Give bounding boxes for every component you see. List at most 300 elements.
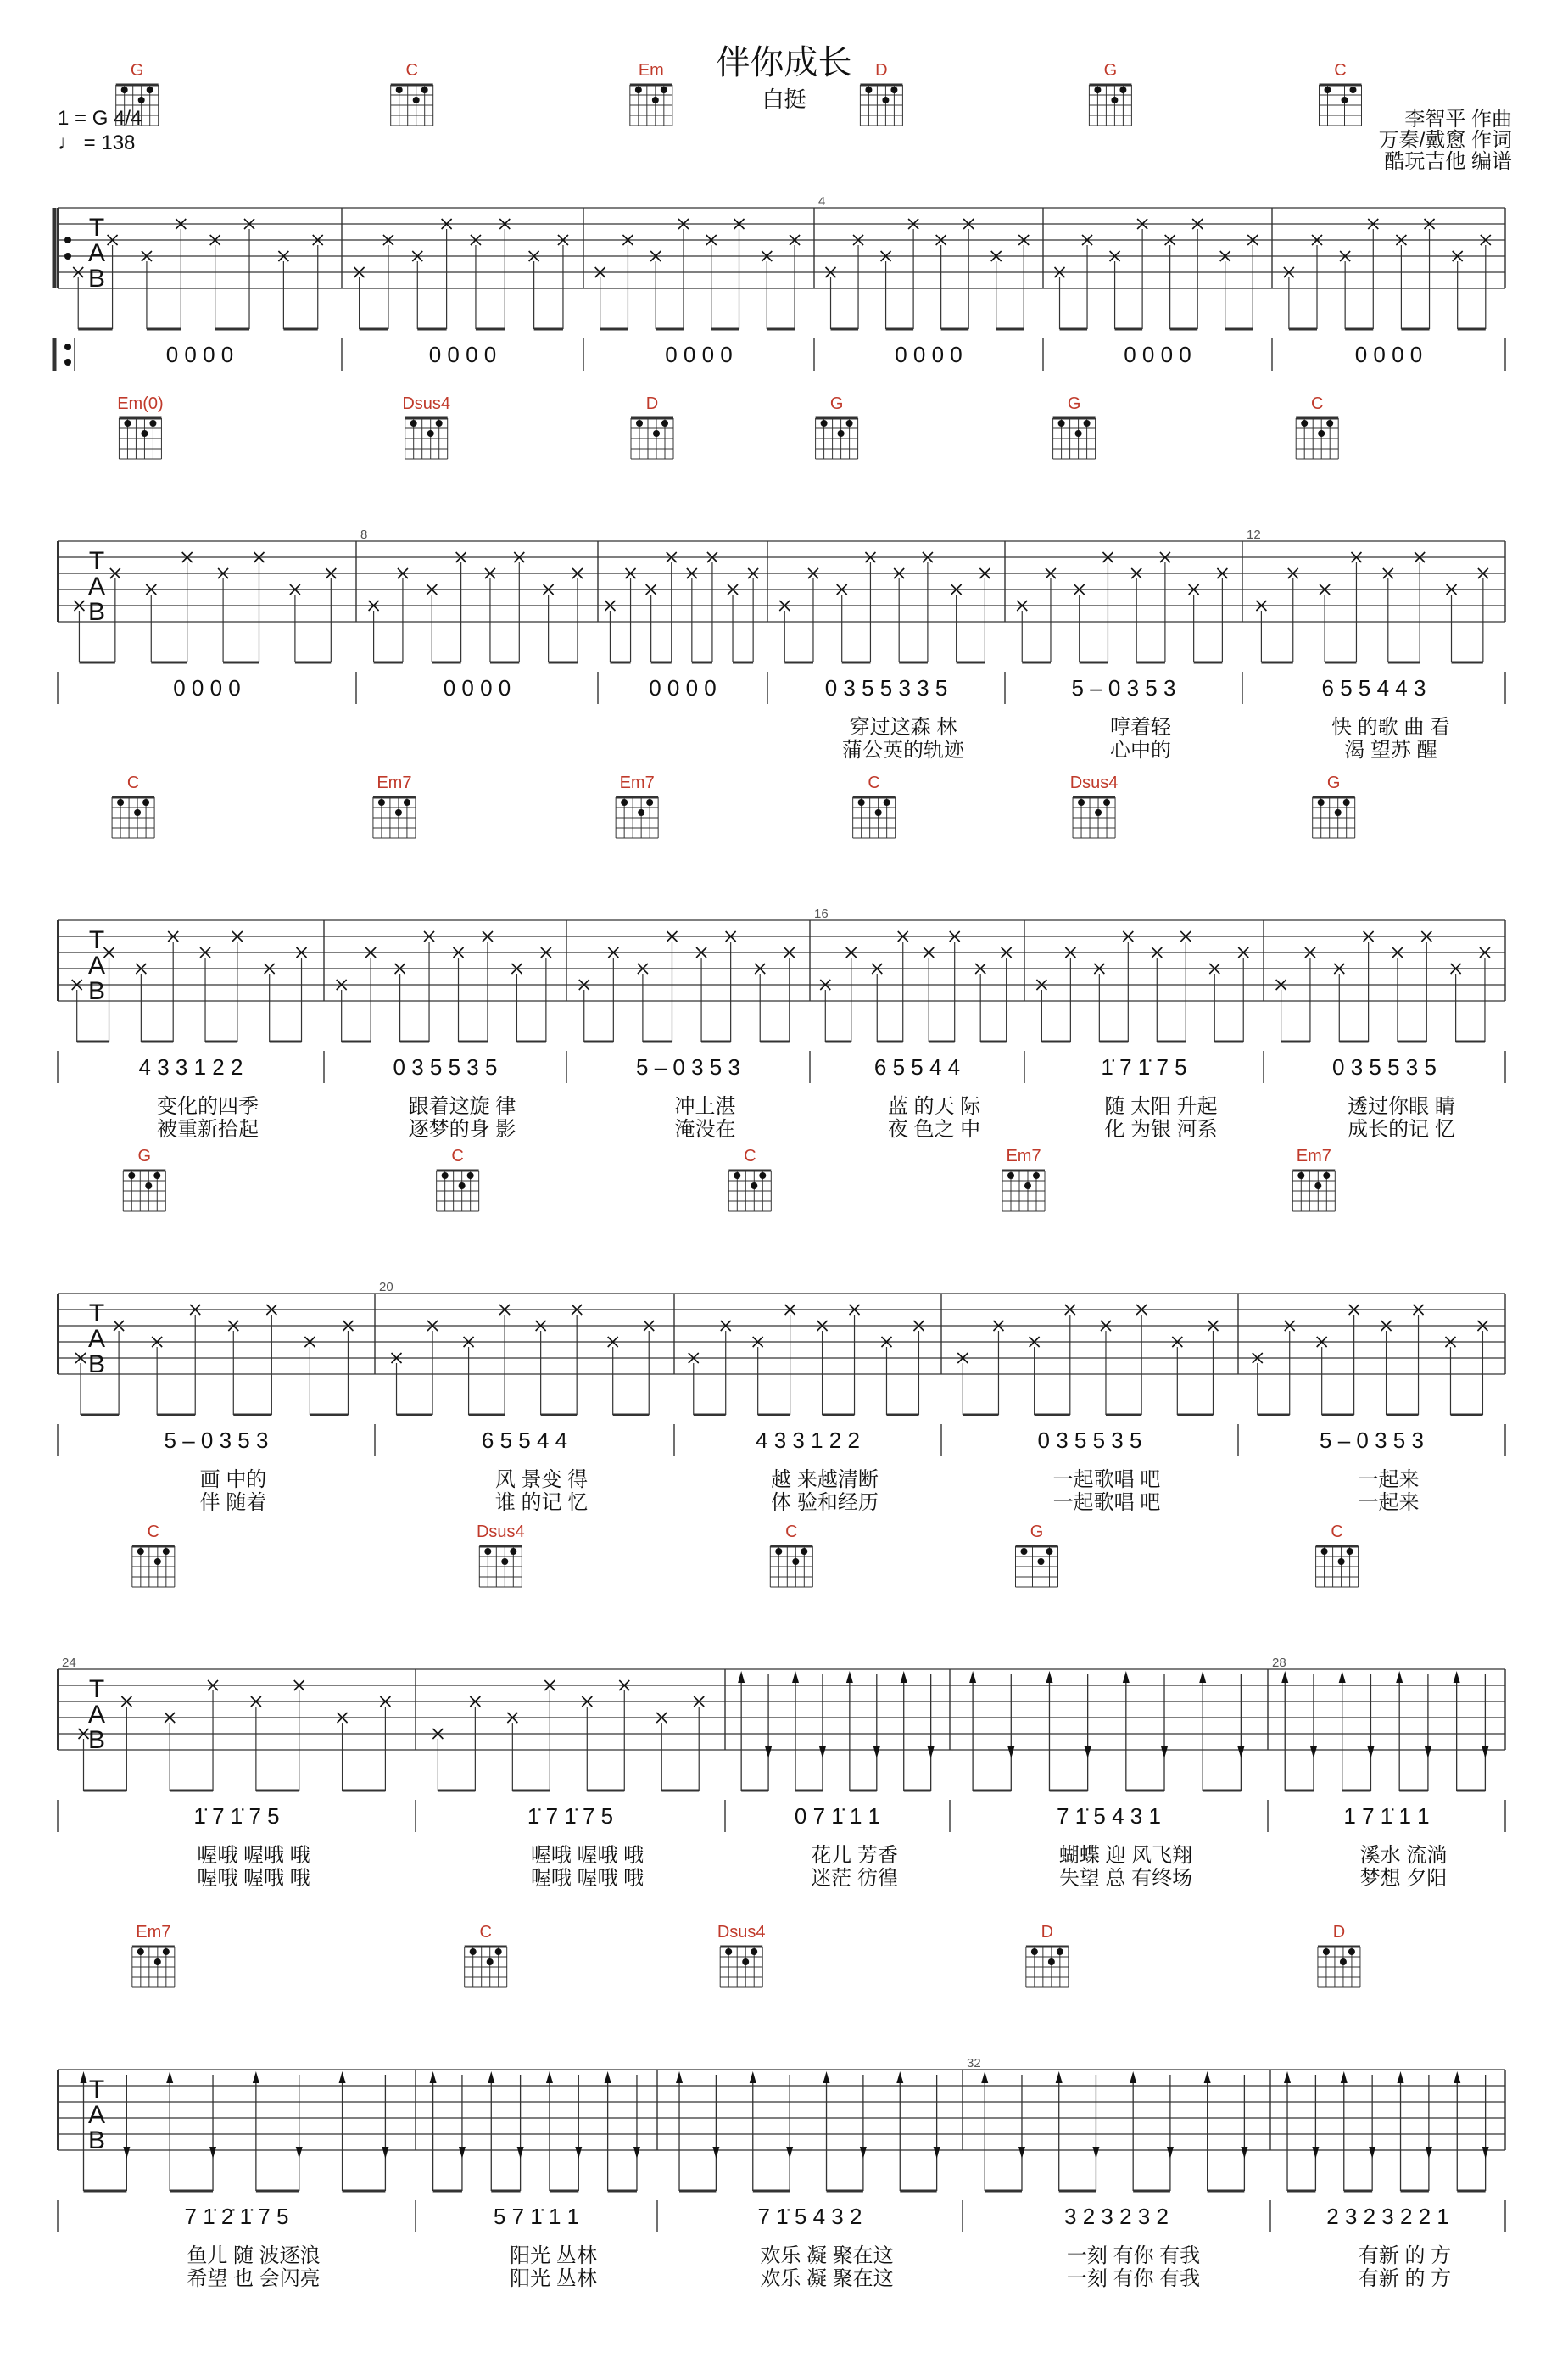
finger-dot (875, 809, 882, 816)
strum-up-arrow (1454, 2071, 1460, 2083)
tab-clef-letter: A (87, 1701, 106, 1729)
strum-up-arrow (1056, 2071, 1063, 2083)
finger-dot (404, 799, 410, 806)
finger-dot (882, 97, 889, 103)
finger-dot (1057, 1948, 1063, 1955)
chord-diagram (405, 418, 448, 459)
lyric-verse-2: 夜 色之 中 (887, 1118, 981, 1141)
finger-dot (742, 1958, 749, 1965)
finger-dot (421, 87, 428, 93)
numbered-notation: 6 5 5 4 4 (873, 1054, 961, 1080)
repeat-dot (64, 359, 71, 366)
chord-diagram (1320, 85, 1362, 126)
strum-up-arrow (1339, 1671, 1346, 1683)
finger-dot (395, 809, 402, 816)
finger-dot (128, 1172, 135, 1179)
chord-diagram (116, 85, 159, 126)
finger-dot (1340, 1958, 1347, 1965)
numbered-notation: 0 3 5 5 3 5 (1332, 1054, 1437, 1080)
chord-diagram (391, 85, 433, 126)
finger-dot (759, 1172, 766, 1179)
strum-down-arrow (786, 2147, 793, 2159)
chord-name: G (130, 61, 144, 80)
chord-name: Em7 (136, 1923, 171, 1942)
finger-dot (413, 97, 420, 103)
finger-dot (124, 420, 131, 427)
lyric-verse-2: 体 验和经历 (771, 1491, 879, 1514)
chord-name: C (451, 1147, 464, 1165)
chord-name: G (137, 1147, 152, 1165)
strum-up-arrow (1398, 2071, 1404, 2083)
finger-dot (154, 1558, 161, 1565)
strum-up-arrow (253, 2071, 259, 2083)
finger-dot (396, 87, 403, 93)
lyric-verse-2: 喔哦 喔哦 哦 (197, 1867, 310, 1890)
numbered-notation: 0 0 0 0 (443, 675, 511, 701)
chord-name: Em7 (1006, 1147, 1041, 1165)
finger-dot (1342, 97, 1348, 103)
numbered-notation: 5 – 0 3 5 3 (1071, 675, 1176, 701)
strum-down-arrow (633, 2147, 640, 2159)
numbered-notation: 1̇ 7 1̇ 7 5 (193, 1803, 280, 1829)
finger-dot (410, 420, 417, 427)
finger-dot (134, 809, 141, 816)
finger-dot (137, 1948, 144, 1955)
chord-diagram (728, 1171, 771, 1211)
repeat-dot (64, 237, 71, 243)
tab-clef-letter: A (87, 2101, 106, 2129)
lyric-verse-1: 风 景变 得 (494, 1468, 589, 1491)
strum-down-arrow (296, 2147, 303, 2159)
strum-up-arrow (430, 2071, 437, 2083)
lyric-verse-2: 蒲公英的轨迹 (842, 739, 964, 762)
strum-up-arrow (1123, 1671, 1130, 1683)
lyric-verse-2: 成长的记 忆 (1348, 1118, 1455, 1141)
lyric-verse-1: 快 的歌 曲 看 (1331, 716, 1451, 739)
chord-name: C (126, 774, 140, 792)
finger-dot (1046, 1548, 1053, 1555)
numbered-notation: 0 0 0 0 (1354, 342, 1423, 367)
strum-down-arrow (1241, 2147, 1247, 2159)
tab-clef-letter: T (88, 547, 105, 575)
chord-name: Em7 (377, 774, 412, 792)
strum-up-arrow (1204, 2071, 1211, 2083)
lyric-verse-2: 渴 望苏 醒 (1344, 739, 1437, 762)
strum-down-arrow (819, 1746, 826, 1758)
tab-clef-letter: T (88, 214, 105, 242)
numbered-notation: 1̇ 7 1̇ 7 5 (527, 1803, 614, 1829)
chord-diagram (720, 1947, 762, 1987)
numbered-notation: 7 1̇ 2̇ 1̇ 7 5 (184, 2204, 289, 2229)
chord-diagram (853, 797, 896, 838)
finger-dot (1024, 1182, 1031, 1189)
tempo-marking: ♩ = 138 (58, 131, 136, 154)
chord-name: C (479, 1923, 492, 1942)
chord-name: Dsus4 (402, 394, 451, 413)
finger-dot (884, 799, 890, 806)
chord-name: Dsus4 (717, 1923, 766, 1942)
finger-dot (1021, 1548, 1028, 1555)
numbered-notation: 6 5 5 4 4 3 (1321, 675, 1426, 701)
chord-name: G (1103, 61, 1118, 80)
finger-dot (1103, 799, 1110, 806)
strum-down-arrow (1018, 2147, 1025, 2159)
measure-number: 20 (379, 1280, 393, 1294)
lyric-verse-1: 阳光 丛林 (510, 2244, 597, 2267)
lyric-verse-2: 一刻 有你 有我 (1066, 2267, 1201, 2290)
finger-dot (459, 1182, 466, 1189)
finger-dot (121, 87, 128, 93)
lyric-verse-2: 迷茫 彷徨 (811, 1867, 898, 1890)
tab-clef-letter: A (87, 573, 106, 601)
strum-down-arrow (1007, 1746, 1014, 1758)
finger-dot (1038, 1558, 1045, 1565)
numbered-notation: 0 0 0 0 (165, 342, 234, 367)
finger-dot (467, 1172, 474, 1179)
numbered-notation: 0 0 0 0 (173, 675, 241, 701)
strum-down-arrow (1167, 2147, 1174, 2159)
chord-diagram (465, 1947, 507, 1987)
lyric-verse-1: 画 中的 (199, 1468, 267, 1491)
lyric-verse-1: 变化的四季 (157, 1095, 259, 1118)
finger-dot (142, 799, 149, 806)
chord-name: C (1331, 1523, 1343, 1541)
strum-up-arrow (823, 2071, 830, 2083)
chord-name: C (147, 1523, 160, 1541)
chord-name: D (875, 61, 888, 80)
strum-up-arrow (1281, 1671, 1288, 1683)
chord-diagram (1318, 1947, 1360, 1987)
artist-name: 白挺 (762, 87, 806, 112)
numbered-notation: 0 0 0 0 (1124, 342, 1191, 367)
chord-name: Em(0) (117, 394, 164, 413)
finger-dot (1335, 809, 1342, 816)
finger-dot (1338, 1558, 1345, 1565)
strum-down-arrow (1085, 1746, 1091, 1758)
strum-up-arrow (750, 2071, 756, 2083)
finger-dot (1318, 430, 1325, 437)
finger-dot (153, 1172, 160, 1179)
finger-dot (141, 430, 148, 437)
lyric-verse-2: 一起来 (1358, 1491, 1420, 1514)
chord-name: G (1067, 394, 1081, 413)
numbered-notation: 0 0 0 0 (428, 342, 497, 367)
arranger-credit: 酷玩吉他 编谱 (1384, 150, 1512, 173)
lyric-verse-1: 喔哦 喔哦 哦 (197, 1844, 310, 1867)
finger-dot (653, 430, 660, 437)
measure-number: 8 (360, 528, 368, 542)
lyric-verse-1: 蓝 的天 际 (887, 1095, 981, 1118)
tab-clef-letter: A (87, 239, 106, 267)
lyric-verse-2: 谁 的记 忆 (494, 1491, 589, 1514)
measure-number: 12 (1247, 528, 1261, 542)
strum-up-arrow (1199, 1671, 1206, 1683)
chord-name: Em7 (619, 774, 655, 792)
lyric-verse-1: 一起来 (1358, 1468, 1420, 1491)
chord-diagram (1002, 1171, 1045, 1211)
strum-down-arrow (517, 2147, 524, 2159)
finger-dot (1048, 1958, 1055, 1965)
chord-diagram (119, 418, 161, 459)
lyric-verse-2: 喔哦 喔哦 哦 (530, 1867, 644, 1890)
finger-dot (1095, 809, 1102, 816)
strum-up-arrow (339, 2071, 346, 2083)
lyric-verse-2: 一起歌唱 吧 (1052, 1491, 1161, 1514)
strum-up-arrow (981, 2071, 988, 2083)
finger-dot (1078, 799, 1085, 806)
lyric-verse-2: 心中的 (1110, 739, 1171, 762)
lyric-verse-2: 伴 随着 (199, 1491, 267, 1514)
strum-down-arrow (575, 2147, 582, 2159)
numbered-notation: 0 0 0 0 (895, 342, 963, 367)
lyric-verse-1: 溪水 流淌 (1359, 1844, 1448, 1867)
finger-dot (751, 1182, 757, 1189)
lyricist-credit: 万秦/戴窻 作词 (1378, 129, 1512, 152)
finger-dot (1323, 1172, 1330, 1179)
numbered-notation: 6 5 5 4 4 (481, 1428, 568, 1453)
finger-dot (137, 1548, 144, 1555)
tab-clef-letter: B (87, 265, 106, 293)
chord-name: Dsus4 (1069, 774, 1119, 792)
numbered-notation: 4 3 3 1 2 2 (756, 1428, 860, 1453)
lyric-verse-1: 鱼儿 随 波逐浪 (187, 2244, 321, 2267)
strum-up-arrow (792, 1671, 799, 1683)
finger-dot (846, 420, 853, 427)
lyric-verse-1: 有新 的 方 (1358, 2244, 1452, 2267)
chord-name: D (1332, 1923, 1346, 1942)
strum-down-arrow (1161, 1746, 1168, 1758)
finger-dot (865, 87, 872, 93)
finger-dot (163, 1948, 170, 1955)
finger-dot (1318, 799, 1325, 806)
lyric-verse-1: 越 来越清断 (771, 1468, 879, 1491)
staff-system-4 (58, 1147, 1505, 1514)
finger-dot (751, 1948, 757, 1955)
finger-dot (147, 87, 153, 93)
strum-up-arrow (846, 1671, 853, 1683)
strum-down-arrow (1310, 1746, 1317, 1758)
lyric-verse-1: 喔哦 喔哦 哦 (530, 1844, 644, 1867)
lyric-verse-1: 随 太阳 升起 (1104, 1095, 1218, 1118)
strum-up-arrow (738, 1671, 745, 1683)
finger-dot (154, 1958, 161, 1965)
numbered-notation: 5 – 0 3 5 3 (1320, 1428, 1424, 1453)
chord-name: C (1310, 394, 1324, 413)
finger-dot (621, 799, 628, 806)
lyric-verse-2: 阳光 丛林 (510, 2267, 597, 2290)
finger-dot (495, 1948, 502, 1955)
chord-name: C (785, 1523, 798, 1541)
staff-system-2 (58, 394, 1505, 762)
chord-diagram (1089, 85, 1131, 126)
chord-name: C (405, 61, 418, 80)
lyric-verse-2: 有新 的 方 (1358, 2267, 1452, 2290)
chord-diagram (132, 1546, 175, 1587)
finger-dot (1031, 1948, 1038, 1955)
strum-up-arrow (1454, 1671, 1460, 1683)
finger-dot (117, 799, 124, 806)
chord-diagram (770, 1546, 812, 1587)
finger-dot (635, 87, 642, 93)
tab-clef-letter: T (88, 1299, 105, 1327)
tab-clef-letter: B (87, 2126, 106, 2154)
chord-diagram (437, 1171, 479, 1211)
tab-clef-letter: A (87, 952, 106, 980)
strum-down-arrow (382, 2147, 388, 2159)
strum-down-arrow (1367, 1746, 1374, 1758)
finger-dot (1007, 1172, 1014, 1179)
lyric-verse-1: 冲上湛 (674, 1095, 736, 1118)
lyric-verse-1: 一刻 有你 有我 (1066, 2244, 1201, 2267)
strum-down-arrow (209, 2147, 216, 2159)
numbered-notation: 0 3 5 5 3 5 (1037, 1428, 1142, 1453)
staff-system-5 (58, 1523, 1505, 1890)
numbered-notation: 3 2 3 2 3 2 (1064, 2204, 1169, 2229)
chord-diagram (112, 797, 154, 838)
tab-clef-letter: T (88, 926, 105, 954)
repeat-dot (64, 253, 71, 260)
numbered-notation: 0 0 0 0 (649, 675, 717, 701)
strum-up-arrow (969, 1671, 976, 1683)
tab-clef-letter: B (87, 1350, 106, 1378)
chord-diagram (123, 1171, 165, 1211)
finger-dot (1033, 1172, 1040, 1179)
chord-diagram (816, 418, 858, 459)
staff-system-1 (54, 61, 1505, 371)
chord-diagram (1296, 418, 1338, 459)
strum-up-arrow (166, 2071, 173, 2083)
finger-dot (163, 1548, 170, 1555)
chord-name: C (1334, 61, 1347, 80)
tab-clef-letter: B (87, 977, 106, 1005)
chord-name: C (868, 774, 880, 792)
strum-up-arrow (901, 1671, 907, 1683)
composer-credit: 李智平 作曲 (1404, 108, 1512, 131)
strum-down-arrow (873, 1746, 880, 1758)
finger-dot (838, 430, 845, 437)
finger-dot (1323, 1948, 1330, 1955)
chord-name: Em (638, 61, 664, 80)
strum-down-arrow (123, 2147, 130, 2159)
strum-down-arrow (1369, 2147, 1375, 2159)
lyric-verse-1: 花儿 芳香 (811, 1844, 898, 1867)
finger-dot (138, 97, 145, 103)
finger-dot (775, 1548, 782, 1555)
tab-clef-letter: T (88, 2076, 105, 2104)
chord-name: D (645, 394, 659, 413)
lyric-verse-2: 失望 总 有终场 (1058, 1867, 1193, 1890)
lyric-verse-1: 透过你眼 睛 (1348, 1095, 1455, 1118)
finger-dot (638, 809, 644, 816)
strum-up-arrow (1130, 2071, 1136, 2083)
numbered-notation: 5 – 0 3 5 3 (636, 1054, 740, 1080)
chord-diagram (1292, 1171, 1335, 1211)
strum-down-arrow (712, 2147, 719, 2159)
measure-number: 24 (62, 1656, 76, 1670)
finger-dot (792, 1558, 799, 1565)
finger-dot (801, 1548, 807, 1555)
strum-down-arrow (1482, 1746, 1488, 1758)
finger-dot (858, 799, 865, 806)
numbered-notation: 4 3 3 1 2 2 (138, 1054, 243, 1080)
strum-up-arrow (896, 2071, 903, 2083)
strum-down-arrow (1482, 2147, 1489, 2159)
numbered-notation: 0 7 1̇ 1 1 (794, 1803, 881, 1829)
strum-up-arrow (1341, 2071, 1348, 2083)
staff-system-6 (58, 1923, 1505, 2290)
chord-diagram (616, 797, 658, 838)
finger-dot (821, 420, 828, 427)
chord-diagram (373, 797, 416, 838)
finger-dot (1301, 420, 1308, 427)
chord-diagram (1053, 418, 1096, 459)
measure-number: 4 (818, 194, 826, 209)
tab-clef-letter: B (87, 1726, 106, 1754)
numbered-notation: 0 3 5 5 3 5 (393, 1054, 498, 1080)
chord-diagram (1026, 1947, 1069, 1987)
finger-dot (1326, 420, 1333, 427)
finger-dot (145, 1182, 152, 1189)
finger-dot (1058, 420, 1065, 427)
numbered-notation: 7 1̇ 5 4 3 2 (757, 2204, 862, 2229)
strum-down-arrow (765, 1746, 772, 1758)
finger-dot (1347, 1548, 1353, 1555)
finger-dot (1321, 1548, 1328, 1555)
tab-clef-letter: A (87, 1325, 106, 1353)
strum-up-arrow (605, 2071, 611, 2083)
finger-dot (1075, 430, 1082, 437)
chord-diagram (860, 85, 902, 126)
chord-name: G (1030, 1523, 1044, 1541)
finger-dot (661, 87, 667, 93)
chord-diagram (631, 418, 673, 459)
strum-down-arrow (1312, 2147, 1319, 2159)
finger-dot (378, 799, 385, 806)
chord-diagram (1313, 797, 1355, 838)
numbered-notation: 1̇ 7 1̇ 7 5 (1101, 1054, 1187, 1080)
strum-up-arrow (676, 2071, 683, 2083)
finger-dot (484, 1548, 491, 1555)
finger-dot (1325, 87, 1331, 93)
strum-up-arrow (1396, 1671, 1403, 1683)
finger-dot (1119, 87, 1126, 93)
chord-name: C (744, 1147, 756, 1165)
key-signature: 1 = G 4/4 (58, 107, 142, 130)
repeat-dot (64, 344, 71, 350)
lyric-verse-1: 跟着这旋 律 (408, 1095, 516, 1118)
chord-diagram (1073, 797, 1115, 838)
chord-diagram (1016, 1546, 1058, 1587)
finger-dot (427, 430, 434, 437)
finger-dot (734, 1172, 740, 1179)
finger-dot (1094, 87, 1101, 93)
lyric-verse-2: 逐梦的身 影 (408, 1118, 516, 1141)
strum-up-arrow (488, 2071, 494, 2083)
finger-dot (636, 420, 643, 427)
lyric-verse-2: 希望 也 会闪亮 (187, 2267, 321, 2290)
finger-dot (501, 1558, 508, 1565)
strum-up-arrow (546, 2071, 553, 2083)
finger-dot (1297, 1172, 1304, 1179)
finger-dot (890, 87, 897, 93)
lyric-verse-2: 欢乐 凝 聚在这 (760, 2267, 894, 2290)
finger-dot (1343, 799, 1350, 806)
strum-down-arrow (1092, 2147, 1099, 2159)
numbered-notation: 5 7 1̇ 1 1 (493, 2204, 580, 2229)
finger-dot (510, 1548, 516, 1555)
measure-number: 16 (814, 907, 829, 921)
measure-number: 28 (1272, 1656, 1286, 1670)
